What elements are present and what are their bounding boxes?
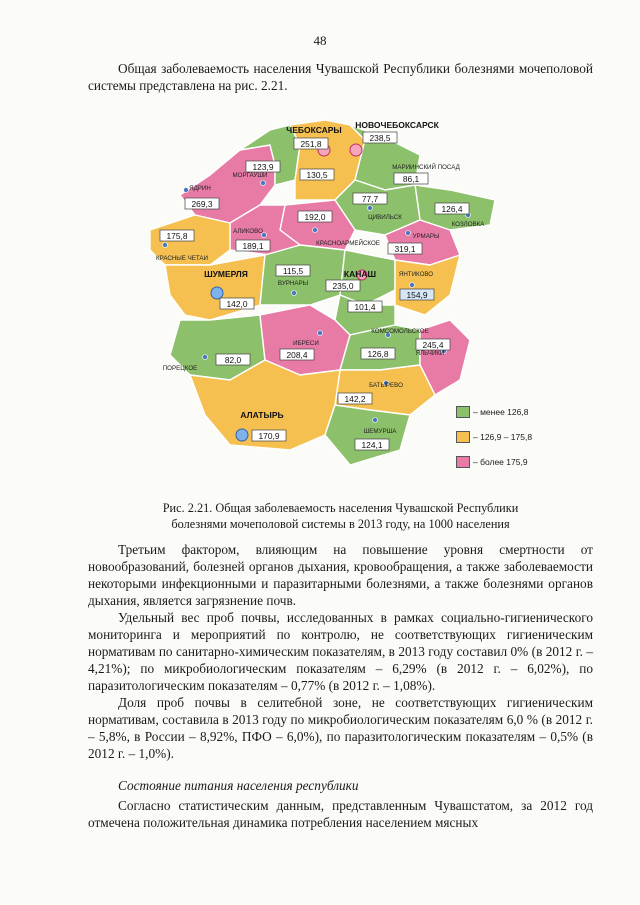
paragraph: Доля проб почвы в селитебной зоне, не соответствующих гигиеническим нормативам, составила в 2013 году по микробиологическим показателям 6,0 % (в 2012 г. – 5,8%, в России – 8,92%, ПФО – 6,0%), по паразитологическим показателям – 0,5% (в 2012 г. – 1,0%).: [88, 695, 593, 761]
map-label: НОВОЧЕБОКСАРСК: [355, 120, 439, 130]
value-label: 142,0: [226, 299, 248, 309]
paragraph: Третьим фактором, влияющим на повышение уровня смертности от новообразований, болезней органов дыхания, кровообращения, а также заболеваемости некоторыми инфекционными и паразитарными болезнями, а также болезнями органов дыхания, является загрязнение почв.: [88, 542, 593, 608]
region-yantikovo: [395, 255, 460, 315]
value-label: 235,0: [332, 281, 354, 291]
paragraph: Удельный вес проб почвы, исследованных в рамках социально-гигиенического мониторинга и мероприятий по контролю, не соответствующих гигиеническим нормативам по санитарно-химическим показателям, в 2013 году составил 0% (в 2012 г. – 4,21%); по микробиологическим показателям – 6,29% (в 2012 г. – 6,02%), по паразитологическим показателям – 0,77% (в 2012 г. – 1,08%).: [88, 610, 593, 693]
map-label: ИБРЕСИ: [293, 340, 319, 347]
map-label: КРАСНОАРМЕЙСКОЕ: [316, 240, 380, 247]
value-label: 189,1: [242, 241, 264, 251]
value-label: 115,5: [282, 266, 304, 276]
value-label: 82,0: [224, 355, 242, 365]
figure-caption: [88, 500, 593, 532]
value-label: 269,3: [191, 199, 213, 209]
map-label: КОЗЛОВКА: [451, 221, 485, 228]
legend-swatch-orange: [456, 431, 470, 443]
value-label: 170,9: [258, 431, 280, 441]
value-label: 126,4: [441, 204, 463, 214]
section-heading: Состояние питания населения республики: [118, 778, 359, 793]
value-label: 208,4: [286, 350, 308, 360]
map-label: МАРИИНСКИЙ ПОСАД: [392, 164, 460, 171]
map-label: ШУМЕРЛЯ: [204, 269, 248, 279]
intro-paragraph: Общая заболеваемость населения Чувашской Республики болезнями мочеполовой системы представлена на рис. 2.21.: [88, 61, 593, 93]
body-text: [88, 541, 593, 762]
value-label: 126,8: [367, 349, 389, 359]
value-label: 77,7: [361, 194, 379, 204]
page-number: 48: [313, 33, 327, 48]
map-label: ЯНТИКОВО: [398, 271, 434, 278]
caption-line: болезнями мочеполовой системы в 2013 году, на 1000 населения: [171, 517, 510, 531]
legend-swatch-pink: [456, 456, 470, 468]
map-label: КРАСНЫЕ ЧЕТАИ: [156, 255, 208, 262]
map-label: ЯДРИН: [189, 185, 211, 192]
map-label: БАТЫРЕВО: [369, 382, 403, 389]
map-label: ЯЛЬЧИКИ: [415, 350, 445, 357]
value-label: 251,8: [300, 139, 322, 149]
map-label: АЛИКОВО: [233, 228, 263, 235]
value-label: 130,5: [306, 170, 328, 180]
value-label: 238,5: [369, 133, 391, 143]
value-label: 192,0: [304, 212, 326, 222]
value-label: 154,9: [406, 290, 428, 300]
value-label: 245,4: [422, 340, 444, 350]
value-label: 124,1: [361, 440, 383, 450]
value-label: 101,4: [354, 302, 376, 312]
value-label: 175,8: [166, 231, 188, 241]
legend-item-low: [456, 406, 566, 418]
map-legend: [456, 406, 566, 481]
map-label: ВУРНАРЫ: [277, 280, 309, 287]
map-label: ЦИВИЛЬСК: [368, 214, 402, 221]
map-label: КОМСОМОЛЬСКОЕ: [371, 328, 429, 335]
legend-label: – более 175,9: [473, 457, 528, 467]
legend-item-high: [456, 456, 566, 468]
map-label: ПОРЕЦКОЕ: [162, 365, 198, 372]
region-shemursha: [325, 405, 410, 465]
legend-label: – 126,9 – 175,8: [473, 432, 533, 442]
map-label: ЧЕБОКСАРЫ: [286, 125, 342, 135]
legend-swatch-green: [456, 406, 470, 418]
map-label: АЛАТЫРЬ: [240, 410, 284, 420]
caption-line: Рис. 2.21. Общая заболеваемость населения Чувашской Республики: [162, 501, 519, 515]
value-label: 86,1: [402, 174, 420, 184]
value-label: 123,9: [252, 162, 274, 172]
value-label: 142,2: [344, 394, 366, 404]
value-label: 319,1: [394, 244, 416, 254]
map-label: ШЕМУРША: [363, 428, 397, 435]
map-label: УРМАРЫ: [412, 233, 440, 240]
legend-label: – менее 126,8: [473, 407, 529, 417]
map-label: МОРГАУШИ: [232, 172, 268, 179]
last-paragraph: Согласно статистическим данным, представленным Чувашстатом, за 2012 год отмечена положительная динамика потребления населением мясных: [88, 798, 593, 830]
map-label: КАНАШ: [343, 269, 377, 279]
legend-item-mid: [456, 431, 566, 443]
